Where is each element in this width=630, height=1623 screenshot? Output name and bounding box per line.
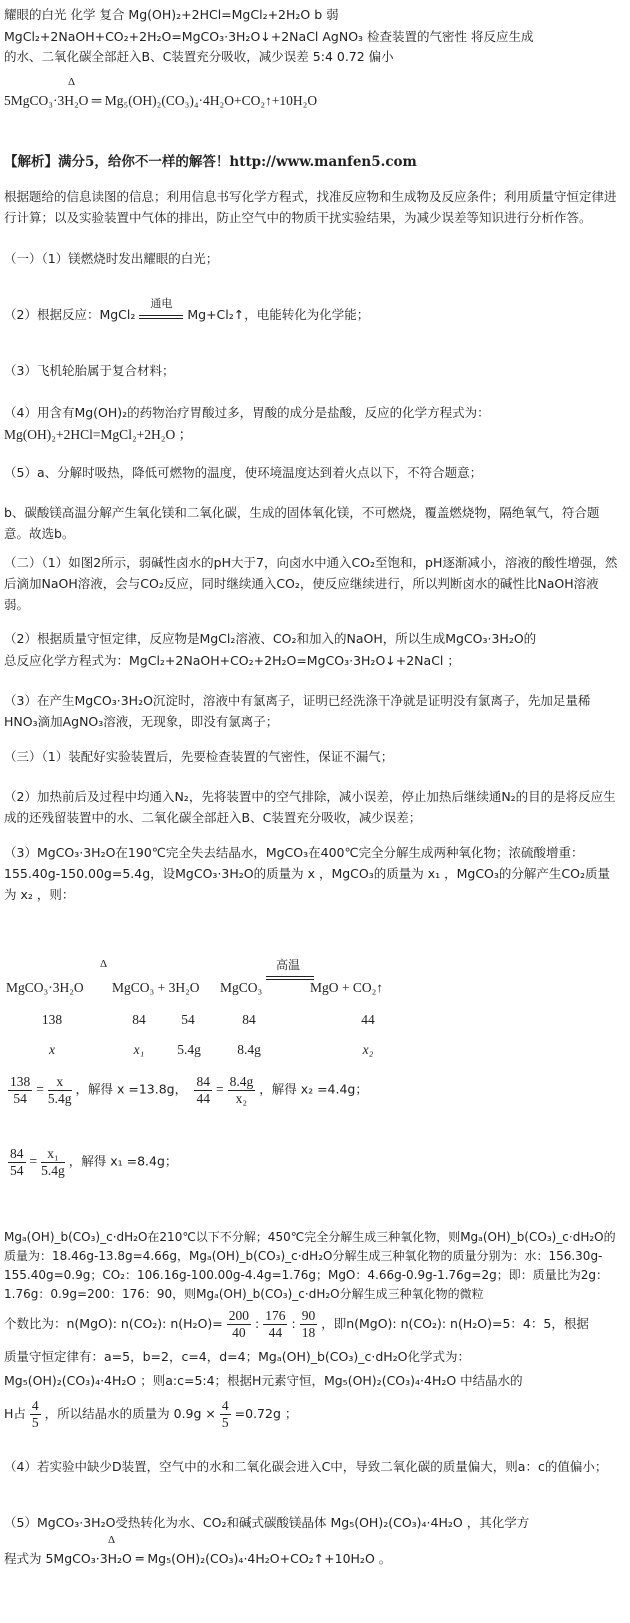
electrolysis-label: 通电	[150, 297, 173, 310]
para-6: （二）（1）如图2所示，弱碱性卤水的pH大于7，向卤水中通入CO₂至饱和，pH逐渐减小，溶液的酸性增强，然后滴加NaOH溶液，会与CO₂反应，同时继续通入CO₂，使反应继续进行，所以判断卤水的碱性比NaOH溶液弱。	[4, 555, 618, 612]
eq-arrow-2	[266, 976, 314, 980]
analysis-heading: 【解析】满分5，给你不一样的解答！http://www.manfen5.com	[4, 154, 417, 170]
para-15: Mg₅(OH)₂(CO₃)₄·4H₂O ；则a:c=5:4；根据H元素守恒，Mg₅(OH)₂(CO₃)₄·4H₂O 中结晶水的	[4, 1373, 523, 1388]
eq-reactant-2: MgCO₃	[220, 980, 263, 995]
eq-product-1: MgCO₃ + 3H₂O	[112, 980, 200, 995]
para-2-a: （2）根据反应：MgCl₂	[4, 307, 136, 322]
eq-mass-5: 44	[361, 1012, 375, 1027]
fraction-a: $\frac{138}{54}$	[10, 1074, 31, 1106]
delta-condition-2: Δ	[108, 1534, 116, 1546]
para-12: Mgₐ(OH)_b(CO₃)_c·dH₂O在210℃以下不分解；450℃完全分解生成三种氧化物，则Mgₐ(OH)_b(CO₃)_c·dH₂O的质量为：18.46g-13.8g=4.66g，Mgₐ(OH)_b(CO₃)_c·dH₂O分解生成三种氧化物的质量分别为：水：156.30g-155.40g=0.9g；CO₂：106.16g-100.00g-4.4g=1.76g；MgO：4.66g-0.9g-1.76g=2g；即：质量比为2g：1.76g：0.9g=200：176：90，则Mgₐ(OH)_b(CO₃)_c·dH₂O分解生成三种氧化物的微粒	[4, 1230, 616, 1301]
eq-mass-3: 54	[181, 1012, 195, 1027]
para-7b: 总反应化学方程式为：MgCl₂+2NaOH+CO₂+2H₂O=MgCO₃·3H₂O↓+2NaCl ；	[4, 653, 460, 668]
analysis-intro: 根据题给的信息读图的信息；利用信息书写化学方程式，找准反应物和生成物及反应条件；利用质量守恒定律进行计算；以及实验装置中气体的排出，防止空气中的物质干扰实验结果，为减少误差等知识进行分析作答。	[4, 189, 617, 225]
para-5a: （5）a、分解时吸热，降低可燃物的温度，使环境温度达到着火点以下，不符合题意；	[4, 465, 483, 480]
para-11: （3）MgCO₃·3H₂O在190℃完全失去结晶水，MgCO₃在400℃完全分解生成两种氧化物；浓硫酸增重：155.40g-150.00g=5.4g，设MgCO₃·3H₂O的质量为 x ，MgCO₃的质量为 x₁ ，MgCO₃的分解产生CO₂质量为 x₂ ，则：	[4, 845, 610, 902]
eq-mass-2: 84	[132, 1012, 146, 1027]
fraction-f: $\frac{\text{x₁}}{5.4g}$	[41, 1146, 65, 1178]
para-2	[4, 297, 622, 325]
eq-delta-1: Δ	[100, 958, 108, 970]
fraction-e: $\frac{84}{54}$	[10, 1146, 24, 1178]
fraction-d: $\frac{8.4g}{\text{x₂}}$	[229, 1074, 254, 1106]
eq-product-2: MgO + CO₂↑	[310, 980, 384, 995]
para-8: （3）在产生MgCO₃·3H₂O沉淀时，溶液中有氯离子，证明已经洗涤干净就是证明没有氯离子，先加足量稀HNO₃滴加AgNO₃溶液，无现象，即没有氯离子；	[4, 693, 591, 729]
para-3: （3）飞机轮胎属于复合材料；	[4, 363, 175, 378]
para-19: 程式为 5MgCO₃·3H₂O ═ Mg₅(OH)₂(CO₃)₄·4H₂O+CO₂↑+10H₂O 。	[4, 1551, 392, 1566]
eq-mass-4: 84	[242, 1012, 256, 1027]
answer-line-2: MgCl₂+2NaOH+CO₂+2H₂O=MgCO₃·3H₂O↓+2NaCl AgNO₃ 检查装置的气密性 将反应生成	[4, 29, 534, 44]
answer-line-1: 耀眼的白光 化学 复合 Mg(OH)₂+2HCl=MgCl₂+2H₂O b 弱	[4, 7, 339, 22]
para-18: （5）MgCO₃·3H₂O受热转化为水、CO₂和碱式碳酸镁晶体 Mg₅(OH)₂(CO₃)₄·4H₂O ，其化学方	[4, 1515, 530, 1530]
fraction-row-2: $\frac{84}{54}$ = $\frac{\text{x₁}}{5.4g}$ ，解得 x₁ =8.4g；	[10, 1146, 178, 1178]
eq-var-4: 8.4g	[237, 1042, 261, 1057]
answer-line-3: 的水、二氧化碳全部赶入B、C装置充分吸收，减少误差 5:4 0.72 偏小	[4, 49, 394, 64]
fraction-b: $\frac{x}{5.4g}$	[47, 1074, 72, 1106]
para-2-b: Mg+Cl₂↑，电能转化为化学能；	[187, 307, 370, 322]
para-17: （4）若实验中缺少D装置，空气中的水和二氧化碳会进入C中，导致二氧化碳的质量偏大，则a：c的值偏小；	[4, 1459, 608, 1474]
para-7a: （2）根据质量守恒定律，反应物是MgCl₂溶液、CO₂和加入的NaOH，所以生成MgCO₃·3H₂O的	[4, 631, 537, 646]
para-9: （三）（1）装配好实验装置后，先要检查装置的气密性，保证不漏气；	[4, 749, 394, 764]
para-4a: （4）用含有Mg(OH)₂的药物治疗胃酸过多，胃酸的成分是盐酸，反应的化学方程式为：	[4, 405, 490, 420]
eq-reactant-1: MgCO₃·3H₂O	[6, 980, 84, 995]
para-16: H占 $\frac{4}{5}$ ，所以结晶水的质量为 0.9g × $\frac{4}{5}$ =0.72g ；	[4, 1398, 298, 1430]
reaction-condition	[139, 297, 183, 319]
delta-condition: Δ	[68, 76, 76, 88]
fraction-c: $\frac{84}{44}$	[196, 1074, 210, 1106]
eq-var-3: 5.4g	[177, 1042, 201, 1057]
para-4b: Mg(OH)₂+2HCl=MgCl₂+2H₂O ；	[4, 427, 193, 442]
eq-var-1: x	[49, 1042, 55, 1057]
para-10: （2）加热前后及过程中均通入N₂，先将装置中的空气排除，减小误差，停止加热后继续通N₂的目的是将反应生成的还残留装置中的水、二氧化碳全部赶入B、C装置充分吸收，减少误差；	[4, 789, 616, 825]
para-13: 个数比为：n(MgO): n(CO₂): n(H₂O)= $\frac{200}{40}$ : $\frac{176}{44}$ : $\frac{90}{18}$ ，即n(MgO): n(CO₂): n(H₂O)=5：4：5，根据	[4, 1308, 589, 1340]
eq-condition-2: 高温	[276, 958, 301, 972]
answer-line-4: 5MgCO₃·3H₂O ═ Mg₅(OH)₂(CO₃)₄·4H₂O+CO₂↑+10H₂O	[4, 93, 318, 108]
para-1: （一）（1）镁燃烧时发出耀眼的白光；	[4, 251, 219, 266]
para-5b: b、碳酸镁高温分解产生氧化镁和二氧化碳，生成的固体氧化镁，不可燃烧，覆盖燃烧物，隔绝氧气，符合题意。故选b。	[4, 505, 600, 541]
fraction-row-1: $\frac{138}{54}$ = $\frac{x}{5.4g}$ ，解得 x =13.8g， $\frac{84}{44}$ = $\frac{8.4g}{\text{x₂}}$ ，解得 x₂ =4.4g；	[10, 1074, 368, 1106]
eq-var-2: x₁	[133, 1042, 145, 1057]
para-14: 质量守恒定律有：a=5，b=2，c=4，d=4；Mgₐ(OH)_b(CO₃)_c·dH₂O化学式为：	[4, 1349, 471, 1364]
eq-mass-1: 138	[41, 1012, 63, 1027]
eq-var-5: x₂	[362, 1042, 374, 1057]
